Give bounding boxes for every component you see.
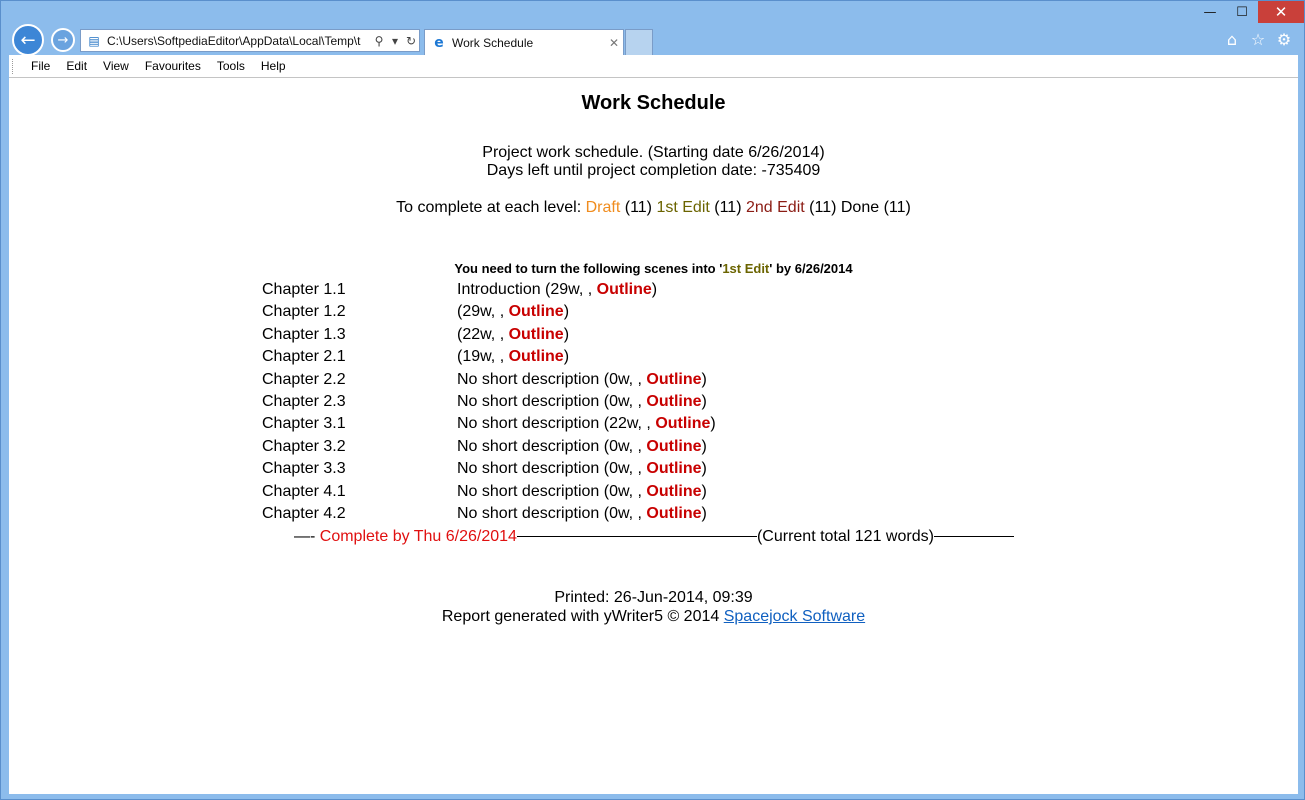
- list-item: [262, 459, 962, 481]
- refresh-icon[interactable]: ↻: [405, 33, 417, 48]
- page-title: Work Schedule: [581, 92, 726, 114]
- list-item: [262, 302, 962, 324]
- chapter-label: Chapter 3.2: [262, 437, 346, 455]
- level-1st-edit: 1st Edit: [656, 199, 710, 216]
- tab-title: Work Schedule: [452, 35, 534, 50]
- status-outline: Outline: [646, 504, 702, 522]
- level-1st-edit-count: (11): [714, 199, 742, 216]
- chapter-label: Chapter 4.1: [262, 482, 346, 500]
- level-done-count: (11): [883, 199, 911, 216]
- chapter-label: Chapter 1.1: [262, 281, 346, 298]
- complete-by-text: Complete by Thu 6/26/2014: [315, 528, 517, 545]
- forward-button[interactable]: [51, 28, 75, 52]
- scene-desc-text: No short description (0w, ,: [457, 482, 647, 500]
- new-tab-button[interactable]: [625, 29, 653, 55]
- footer-line: [9, 608, 1298, 626]
- list-item: [262, 482, 962, 504]
- subhead-prefix: You need to turn the following scenes into ': [454, 261, 723, 276]
- scene-description: No short description (0w, , Outline): [457, 482, 707, 500]
- scene-list: [262, 280, 962, 526]
- scene-desc-text: No short description (0w, ,: [457, 392, 647, 410]
- menu-grip: [12, 59, 15, 74]
- chapter-label: Chapter 1.2: [262, 303, 346, 321]
- menu-view[interactable]: View: [103, 59, 129, 73]
- chapter-label: Chapter 3.3: [262, 460, 346, 478]
- level-draft-count: (11): [624, 199, 652, 216]
- scene-description: No short description (0w, , Outline): [457, 392, 707, 410]
- scene-desc-text: (19w, ,: [457, 348, 509, 366]
- address-text[interactable]: C:\Users\SoftpediaEditor\AppData\Local\Temp\t: [107, 33, 361, 48]
- scene-description: No short description (0w, , Outline): [457, 504, 707, 522]
- status-outline: Outline: [655, 415, 711, 433]
- scene-desc-text: No short description (0w, ,: [457, 437, 647, 455]
- scene-description: No short description (0w, , Outline): [457, 370, 707, 388]
- status-outline: Outline: [646, 392, 702, 410]
- chapter-label: Chapter 2.3: [262, 392, 346, 410]
- printed-line: Printed: 26-Jun-2014, 09:39: [554, 589, 753, 606]
- menu-edit[interactable]: Edit: [66, 59, 88, 73]
- chapter-label: Chapter 3.1: [262, 415, 346, 433]
- chapter-label: Chapter 2.1: [262, 348, 346, 366]
- tab-close-icon[interactable]: ✕: [608, 35, 620, 50]
- scene-desc-text: Introduction (29w, ,: [457, 281, 597, 298]
- scenes-subheading: [9, 261, 1298, 276]
- levels-line: [9, 199, 1298, 217]
- home-icon[interactable]: ⌂: [1226, 29, 1238, 49]
- status-outline: Outline: [508, 325, 564, 343]
- complete-by-line: [294, 528, 1014, 546]
- subhead-level: 1st Edit: [722, 261, 770, 276]
- menu-bar: [9, 55, 1298, 78]
- tab-work-schedule[interactable]: [424, 29, 624, 55]
- list-item: [262, 414, 962, 436]
- project-line: Project work schedule. (Starting date 6/26/2014): [482, 144, 825, 161]
- status-outline: Outline: [508, 303, 564, 321]
- status-outline: Outline: [646, 482, 702, 500]
- scene-description: (29w, , Outline): [457, 303, 570, 321]
- list-item: [262, 280, 962, 302]
- footer-text: Report generated with yWriter5 © 2014: [441, 608, 724, 625]
- level-2nd-edit-count: (11): [809, 199, 837, 216]
- minimize-button[interactable]: —: [1203, 4, 1217, 20]
- scene-desc-text: No short description (22w, ,: [457, 415, 656, 433]
- scene-desc-text: No short description (0w, ,: [457, 504, 647, 522]
- address-bar[interactable]: [80, 29, 420, 52]
- separator-line: [934, 536, 1014, 537]
- search-icon[interactable]: ⚲: [374, 33, 384, 48]
- menu-favourites[interactable]: Favourites: [144, 59, 201, 73]
- scene-description: No short description (0w, , Outline): [457, 437, 707, 455]
- star-icon[interactable]: ☆: [1250, 29, 1266, 49]
- level-draft: Draft: [585, 199, 621, 216]
- status-outline: Outline: [646, 460, 702, 478]
- chapter-label: Chapter 4.2: [262, 504, 346, 522]
- scene-description: No short description (22w, , Outline): [457, 415, 716, 433]
- status-outline: Outline: [596, 281, 652, 298]
- menu-tools[interactable]: Tools: [216, 59, 245, 73]
- arrow-right-icon: →: [57, 32, 69, 48]
- spacejock-link[interactable]: Spacejock Software: [723, 608, 866, 625]
- menu-file[interactable]: File: [31, 59, 51, 73]
- chapter-label: Chapter 2.2: [262, 370, 346, 388]
- page-content: [9, 78, 1298, 794]
- level-2nd-edit: 2nd Edit: [745, 199, 805, 216]
- scene-description: No short description (0w, , Outline): [457, 460, 707, 478]
- complete-lead: —-: [294, 528, 316, 545]
- scene-desc-text: No short description (0w, ,: [457, 460, 647, 478]
- back-button[interactable]: [12, 24, 44, 56]
- scene-description: (19w, , Outline): [457, 348, 570, 366]
- gear-icon[interactable]: ⚙: [1276, 29, 1292, 49]
- subhead-suffix: ' by 6/26/2014: [769, 261, 853, 276]
- toolbar-icons: [1222, 29, 1294, 49]
- chapter-label: Chapter 1.3: [262, 325, 346, 343]
- close-button[interactable]: ✕: [1258, 1, 1304, 23]
- list-item: [262, 437, 962, 459]
- ie-logo-icon: e: [434, 34, 444, 51]
- current-total-text: (Current total 121 words): [756, 528, 934, 545]
- status-outline: Outline: [646, 437, 702, 455]
- list-item: [262, 325, 962, 347]
- scene-description: Introduction (29w, , Outline): [457, 281, 658, 298]
- scene-description: (22w, , Outline): [457, 325, 570, 343]
- scene-desc-text: (29w, ,: [457, 303, 509, 321]
- level-done: Done: [840, 199, 880, 216]
- status-outline: Outline: [508, 348, 564, 366]
- window-controls: [1194, 1, 1304, 25]
- list-item: [262, 370, 962, 392]
- maximize-button[interactable]: ☐: [1236, 4, 1248, 20]
- dropdown-icon[interactable]: ▾: [391, 33, 399, 48]
- page-icon: ▤: [88, 33, 100, 48]
- arrow-left-icon: ←: [20, 29, 36, 51]
- menu-help[interactable]: Help: [260, 59, 286, 73]
- list-item: [262, 392, 962, 414]
- levels-prefix: To complete at each level:: [396, 199, 582, 216]
- scene-desc-text: No short description (0w, ,: [457, 370, 647, 388]
- scene-desc-text: (22w, ,: [457, 325, 509, 343]
- days-left-line: Days left until project completion date: -735409: [486, 162, 821, 179]
- list-item: [262, 347, 962, 369]
- list-item: [262, 504, 962, 526]
- status-outline: Outline: [646, 370, 702, 388]
- separator-line: [517, 536, 757, 537]
